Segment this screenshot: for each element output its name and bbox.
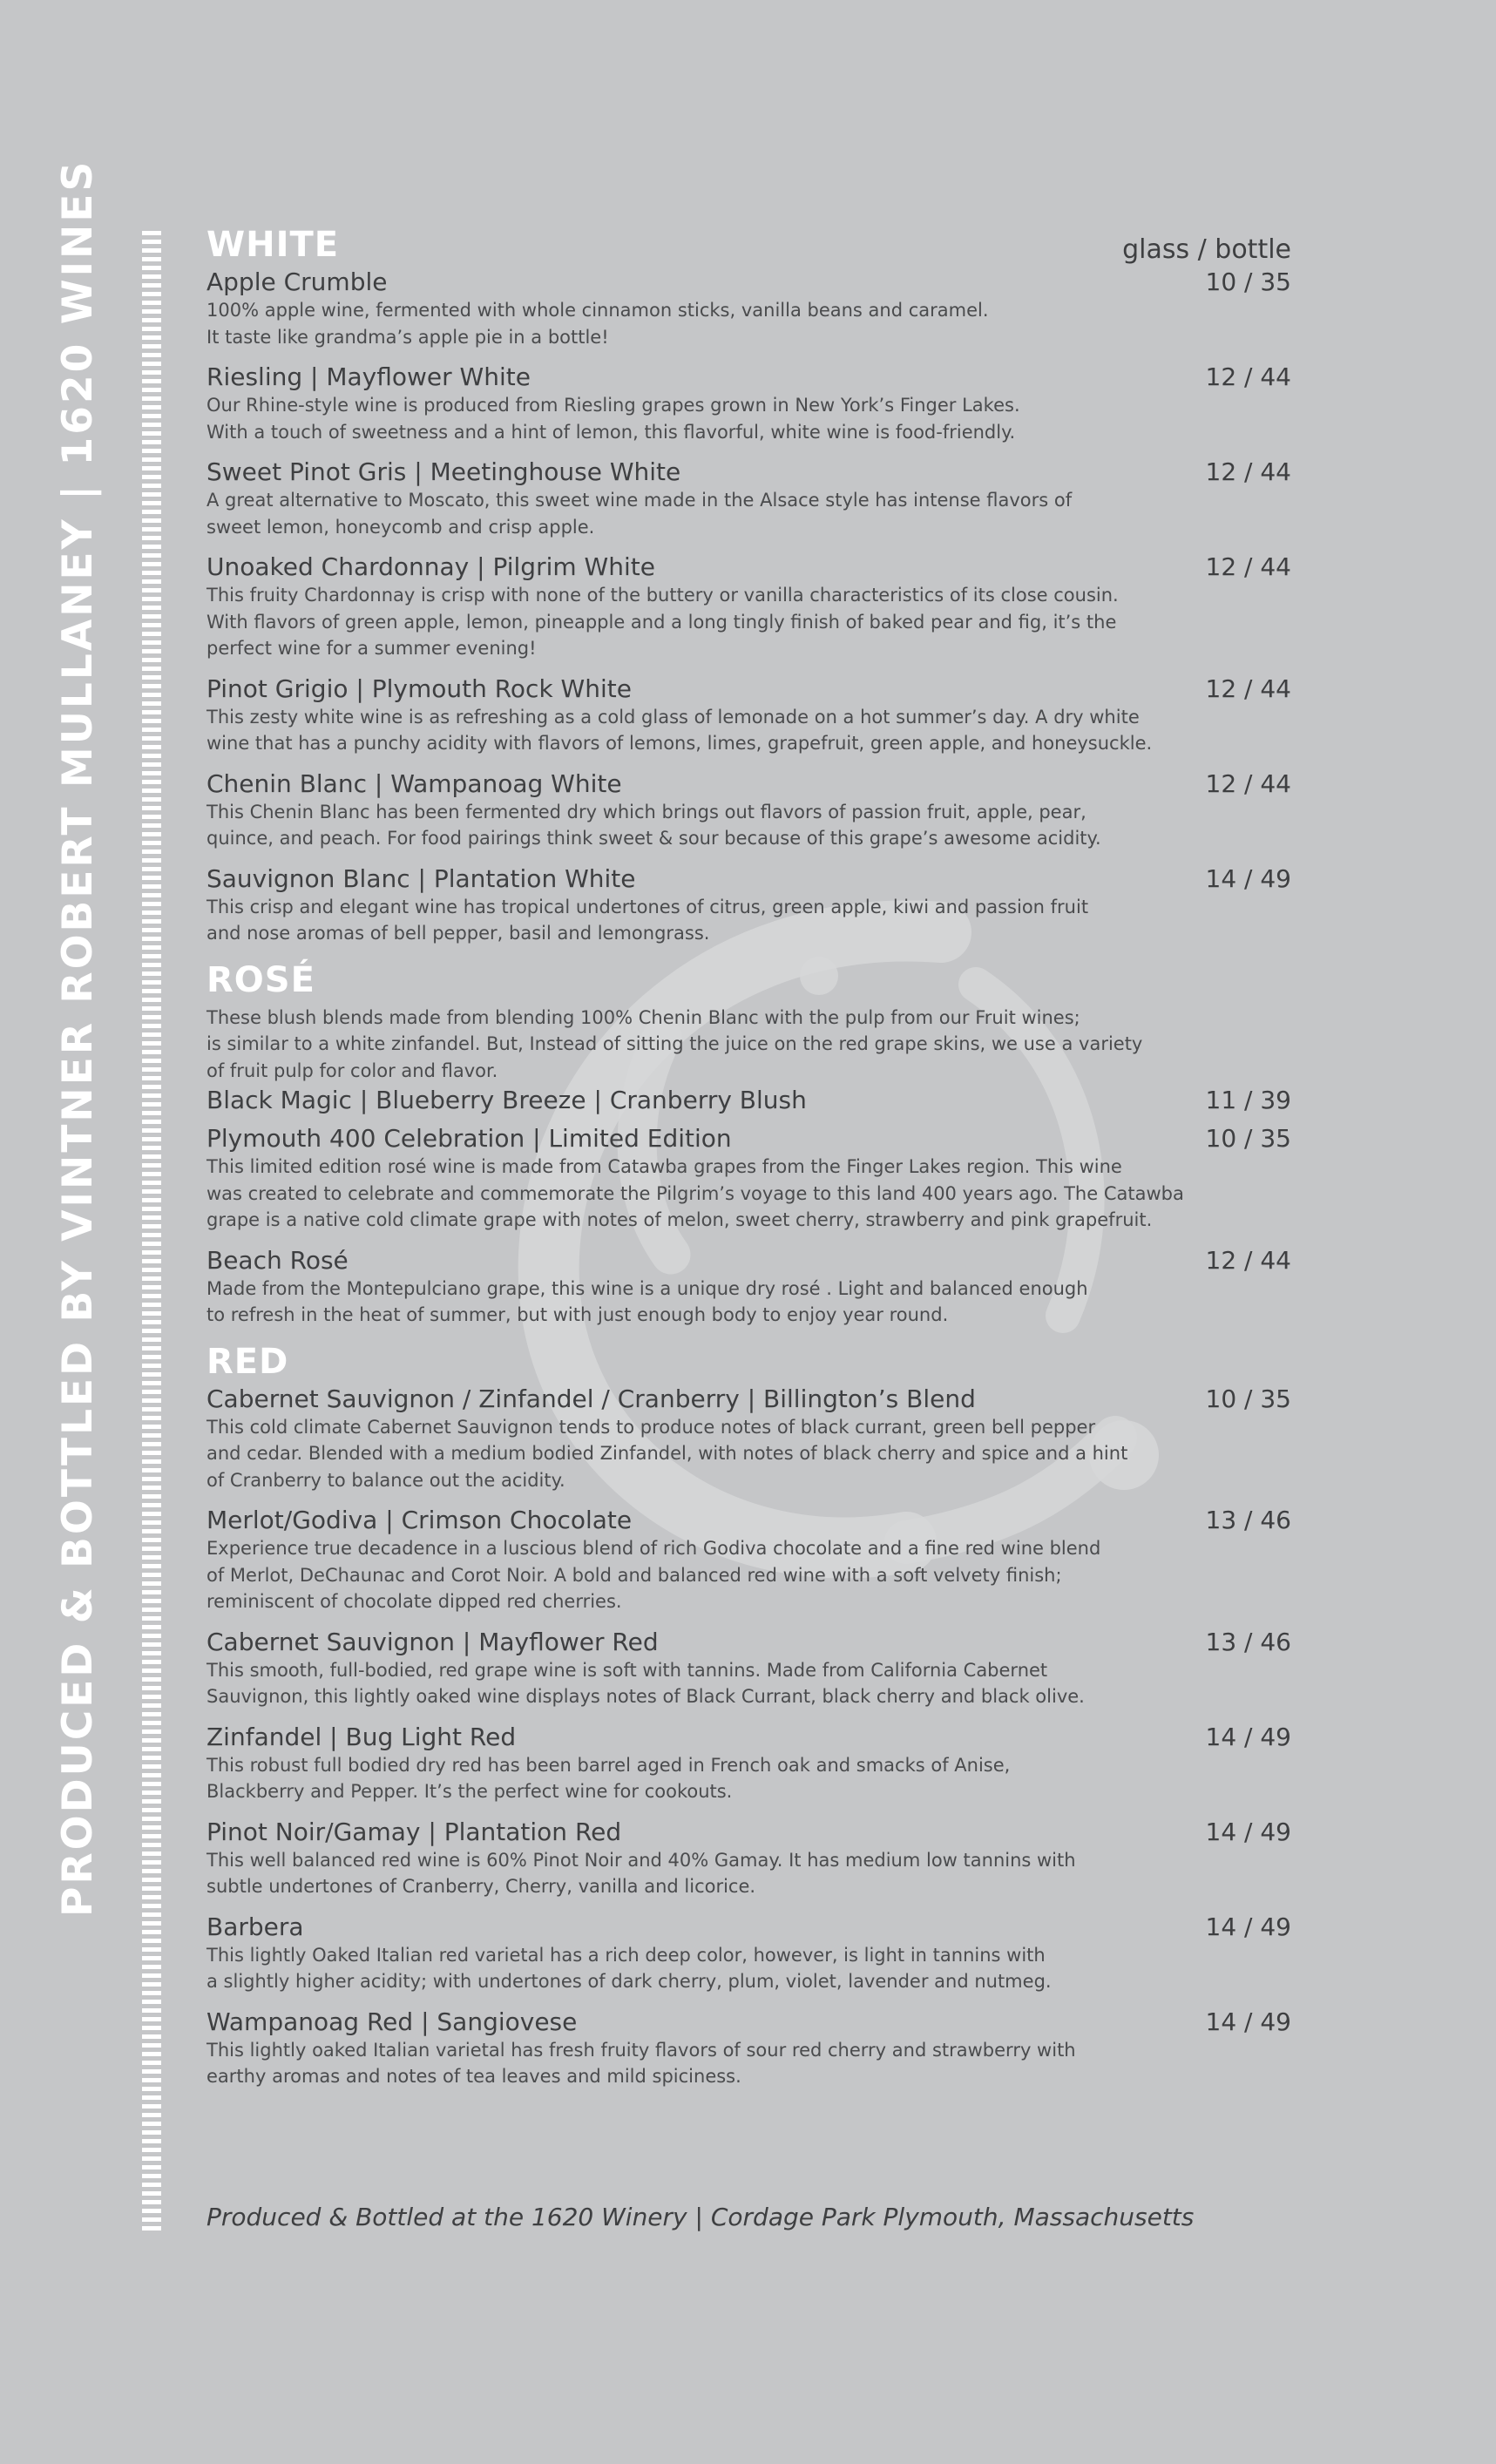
item-description: This lightly oaked Italian varietal has fresh fruity flavors of sour red cherry and strawberry with earthy aromas and notes of tea leaves and mild spiciness. <box>206 2039 1076 2087</box>
menu-item <box>206 267 1291 350</box>
item-description: This lightly Oaked Italian red varietal has a rich deep color, however, is light in tannins with a slightly higher acidity; with undertones of dark cherry, plum, violet, lavender and nutmeg. <box>206 1944 1052 1992</box>
item-description: This Chenin Blanc has been fermented dry which brings out flavors of passion fruit, apple, pear, quince, and peach. For food pairings think sweet & sour because of this grape’s awesome acidity. <box>206 801 1101 849</box>
item-name: Chenin Blanc | Wampanoag White <box>206 768 622 798</box>
item-row <box>206 864 1291 894</box>
item-description: Made from the Montepulciano grape, this wine is a unique dry rosé . Light and balanced enough to refresh in the heat of summer, but with just enough body to enjoy year round. <box>206 1277 1088 1325</box>
item-price: 10 / 35 <box>1205 1384 1291 1413</box>
item-price: 10 / 35 <box>1205 267 1291 296</box>
wine-menu <box>206 222 1291 2101</box>
item-description: This cold climate Cabernet Sauvignon tends to produce notes of black currant, green bell pepper and cedar. Blended with a medium bodied Zinfandel, with notes of black cherry and spice and a hint of Cranberry to balance out the acidity. <box>206 1416 1128 1491</box>
item-row <box>206 1246 1291 1276</box>
menu-item <box>206 1818 1291 1900</box>
item-row <box>206 457 1291 487</box>
item-row <box>206 1124 1291 1154</box>
menu-item <box>206 864 1291 947</box>
side-banner: PRODUCED & BOTTLED BY VINTNER ROBERT MULLANEY | 1620 WINES <box>54 159 102 1917</box>
item-price: 12 / 44 <box>1205 768 1291 798</box>
item-description: Our Rhine-style wine is produced from Riesling grapes grown in New York’s Finger Lakes. With a touch of sweetness and a hint of lemon, this flavorful, white wine is food-friendly. <box>206 395 1020 443</box>
section-title: ROSÉ <box>206 959 315 1000</box>
item-description: This zesty white wine is as refreshing as a cold glass of lemonade on a hot summer’s day. A dry white wine that has a punchy acidity with flavors of lemons, limes, grapefruit, green apple, and honeysuckle. <box>206 706 1153 754</box>
item-name: Riesling | Mayflower White <box>206 362 531 391</box>
menu-item <box>206 1912 1291 1995</box>
item-description: A great alternative to Moscato, this sweet wine made in the Alsace style has intense flavors of sweet lemon, honeycomb and crisp apple. <box>206 490 1073 538</box>
item-price: 12 / 44 <box>1205 1245 1291 1275</box>
item-row <box>206 267 1291 297</box>
footer-note: Produced & Bottled at the 1620 Winery | Cordage Park Plymouth, Massachusetts <box>206 2203 1195 2231</box>
item-name: Barbera <box>206 1912 304 1941</box>
item-price: 14 / 49 <box>1205 1817 1291 1846</box>
item-description: 100% apple wine, fermented with whole cinnamon sticks, vanilla beans and caramel. It taste like grandma’s apple pie in a bottle! <box>206 300 989 348</box>
item-price: 12 / 44 <box>1205 552 1291 581</box>
item-row <box>206 1912 1291 1942</box>
item-price: 13 / 46 <box>1205 1506 1291 1534</box>
item-price: 14 / 49 <box>1205 1912 1291 1941</box>
menu-item <box>206 552 1291 662</box>
item-name: Cabernet Sauvignon | Mayflower Red <box>206 1627 659 1656</box>
section-title: WHITE <box>206 225 340 265</box>
item-name: Plymouth 400 Celebration | Limited Edition <box>206 1124 732 1153</box>
item-name: Apple Crumble <box>206 267 388 296</box>
item-row <box>206 674 1291 704</box>
item-price: 14 / 49 <box>1205 863 1291 893</box>
item-row <box>206 362 1291 392</box>
item-price: 14 / 49 <box>1205 2007 1291 2036</box>
section-title: RED <box>206 1341 289 1382</box>
item-price: 13 / 46 <box>1205 1627 1291 1656</box>
item-name: Pinot Grigio | Plymouth Rock White <box>206 674 632 703</box>
item-price: 11 / 39 <box>1205 1086 1291 1114</box>
section-red <box>206 1339 1291 2090</box>
menu-item <box>206 1086 1291 1115</box>
item-name: Sweet Pinot Gris | Meetinghouse White <box>206 457 681 486</box>
item-row <box>206 1506 1291 1535</box>
section-rose <box>206 958 1291 1329</box>
menu-item <box>206 1384 1291 1494</box>
item-name: Unoaked Chardonnay | Pilgrim White <box>206 552 655 581</box>
item-row <box>206 552 1291 582</box>
menu-item <box>206 2007 1291 2090</box>
item-row <box>206 769 1291 799</box>
item-description: This fruity Chardonnay is crisp with none of the buttery or vanilla characteristics of its close cousin. With flavors of green apple, lemon, pineapple and a long tingly finish of baked pear and fig, it’s the perfect wine for a summer evening! <box>206 585 1119 659</box>
item-name: Cabernet Sauvignon / Zinfandel / Cranberry | Billington’s Blend <box>206 1384 976 1413</box>
item-name: Black Magic | Blueberry Breeze | Cranberry Blush <box>206 1086 807 1114</box>
item-description: This robust full bodied dry red has been barrel aged in French oak and smacks of Anise, Blackberry and Pepper. It’s the perfect wine for cookouts. <box>206 1754 1011 1802</box>
item-description: This smooth, full-bodied, red grape wine is soft with tannins. Made from California Cabernet Sauvignon, this lightly oaked wine displays notes of Black Currant, black cherry and black olive. <box>206 1659 1085 1707</box>
item-row <box>206 1628 1291 1657</box>
section-white <box>206 222 1291 947</box>
menu-item <box>206 457 1291 540</box>
section-intro: These blush blends made from blending 100% Chenin Blanc with the pulp from our Fruit wines; is similar to a white zinfandel. But, Instead of sitting the juice on the red grape skins, we use a variety of fruit pulp for color and flavor. <box>206 1006 1143 1081</box>
item-description: This well balanced red wine is 60% Pinot Noir and 40% Gamay. It has medium low tannins with subtle undertones of Cranberry, Cherry, vanilla and licorice. <box>206 1849 1076 1897</box>
column-header: glass / bottle <box>1122 234 1291 265</box>
menu-item <box>206 1124 1291 1234</box>
item-row <box>206 1723 1291 1752</box>
decorative-stripe <box>142 231 161 2235</box>
item-price: 14 / 49 <box>1205 1722 1291 1751</box>
menu-item <box>206 1246 1291 1329</box>
item-description: This limited edition rosé wine is made from Catawba grapes from the Finger Lakes region. This wine was created to celebrate and commemorate the Pilgrim’s voyage to this land 400 years ago. The Catawba grape is a native cold climate grape with notes of melon, sweet cherry, strawberry and pink grapefruit. <box>206 1156 1184 1230</box>
item-name: Wampanoag Red | Sangiovese <box>206 2007 578 2036</box>
item-price: 10 / 35 <box>1205 1124 1291 1153</box>
item-description: This crisp and elegant wine has tropical undertones of citrus, green apple, kiwi and passion fruit and nose aromas of bell pepper, basil and lemongrass. <box>206 896 1089 944</box>
item-row <box>206 1818 1291 1847</box>
item-row <box>206 1384 1291 1414</box>
menu-item <box>206 362 1291 445</box>
item-name: Merlot/Godiva | Crimson Chocolate <box>206 1506 633 1534</box>
menu-item <box>206 1723 1291 1805</box>
section-header <box>206 222 1291 267</box>
item-price: 12 / 44 <box>1205 362 1291 391</box>
item-price: 12 / 44 <box>1205 674 1291 703</box>
menu-item <box>206 1506 1291 1615</box>
item-price: 12 / 44 <box>1205 457 1291 486</box>
item-name: Beach Rosé <box>206 1245 349 1275</box>
item-row <box>206 1086 1291 1115</box>
item-row <box>206 2007 1291 2037</box>
item-description: Experience true decadence in a luscious blend of rich Godiva chocolate and a fine red wine blend of Merlot, DeChaunac and Corot Noir. A bold and balanced red wine with a soft velvety finish; reminiscent of chocolate dipped red cherries. <box>206 1538 1101 1612</box>
item-name: Pinot Noir/Gamay | Plantation Red <box>206 1817 622 1846</box>
menu-item <box>206 1628 1291 1710</box>
item-name: Sauvignon Blanc | Plantation White <box>206 863 636 893</box>
menu-item <box>206 769 1291 852</box>
menu-item <box>206 674 1291 757</box>
item-name: Zinfandel | Bug Light Red <box>206 1722 517 1751</box>
